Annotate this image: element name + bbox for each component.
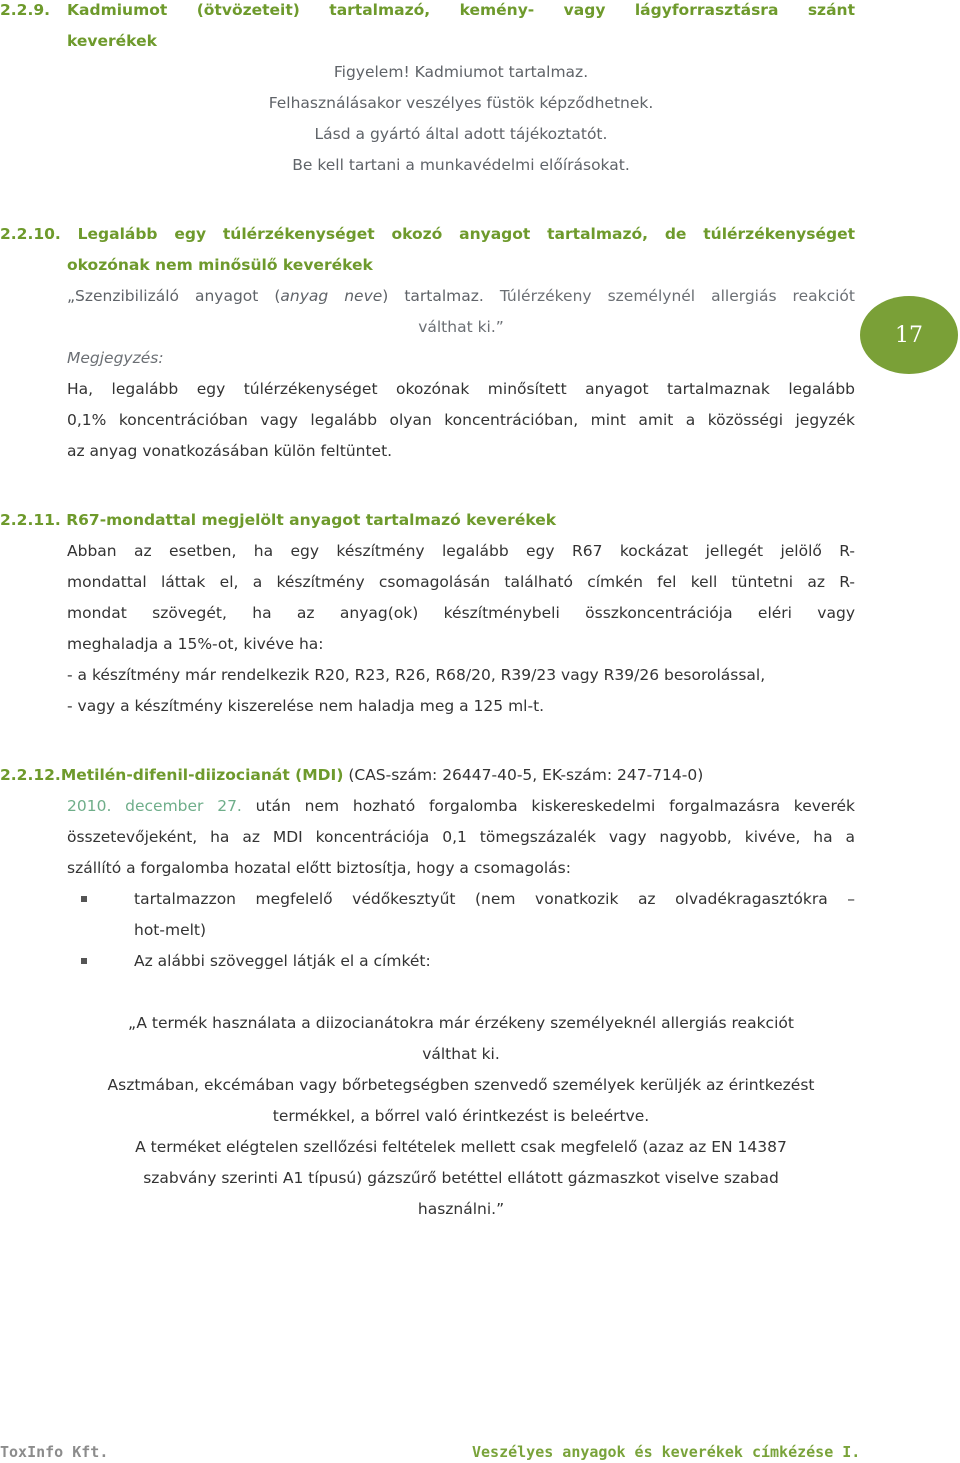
section-2-2-9-title <box>67 0 855 20</box>
note-line: 0,1% koncentrációban vagy legalább olyan koncentrációban, mint amit a közösségi jegyzék <box>67 411 855 429</box>
warning-line: Be kell tartani a munkavédelmi előírásokat. <box>292 156 630 174</box>
section-2-2-11-title: 2.2.11. R67-mondattal megjelölt anyagot tartalmazó keverékek <box>0 511 557 529</box>
section-2-2-10-title: 2.2.10. Legalább egy túlérzékenységet okozó anyagot tartalmazó, de túlérzékenységet <box>0 225 855 243</box>
deadline-date: 2010. december 27. <box>67 797 242 815</box>
bullet-marker <box>81 896 87 902</box>
paragraph-line: mondat szövegét, ha az anyag(ok) készítménybeli összkoncentrációja eléri vagy <box>67 604 855 622</box>
label-quote-line: Asztmában, ekcémában vagy bőrbetegségben szenvedő személyek kerüljék az érintkezést <box>107 1076 815 1094</box>
sensitiser-quote: „Szenzibilizáló anyagot (anyag neve) tartalmaz. Túlérzékeny személynél allergiás reakciót <box>67 287 855 305</box>
section-2-2-12-title: 2.2.12.Metilén-difenil-diizocianát (MDI) (CAS-szám: 26447-40-5, EK-szám: 247-714-0) <box>0 766 704 784</box>
label-quote-line: használni.” <box>417 1200 505 1218</box>
title-word: vagy <box>563 1 606 19</box>
paragraph-line: szállító a forgalomba hozatal előtt biztosítja, hogy a csomagolás: <box>67 859 571 877</box>
title-word: tartalmazó, <box>329 1 431 19</box>
paragraph-line: 2010. december 27. után nem hozható forgalomba kiskereskedelmi forgalmazásra keverék <box>67 797 855 815</box>
footer-company: ToxInfo Kft. <box>0 1443 109 1461</box>
note-label: Megjegyzés: <box>67 349 164 367</box>
paragraph-line: mondattal láttak el, a készítmény csomagolásán található címkén fel kell tüntetni az R- <box>67 573 855 591</box>
paragraph-line: meghaladja a 15%-ot, kivéve ha: <box>67 635 324 653</box>
warning-line: Felhasználásakor veszélyes füstök képződhetnek. <box>268 94 654 112</box>
title-word: kemény- <box>459 1 535 19</box>
page-number-badge: 17 <box>860 296 958 374</box>
warning-line: Figyelem! Kadmiumot tartalmaz. <box>333 63 589 81</box>
exception-item: - vagy a készítmény kiszerelése nem haladja meg a 125 ml-t. <box>67 697 545 715</box>
paragraph-line: Abban az esetben, ha egy készítmény legalább egy R67 kockázat jellegét jelölő R- <box>67 542 855 560</box>
bullet-item-continuation: hot-melt) <box>134 921 207 939</box>
paragraph-line: összetevőjeként, ha az MDI koncentrációja 0,1 tömegszázalék vagy nagyobb, kivéve, ha a <box>67 828 855 846</box>
section-2-2-9-number: 2.2.9. <box>0 1 51 19</box>
substance-name-placeholder: anyag neve <box>280 287 383 305</box>
label-quote-line: „A termék használata a diizocianátokra már érzékeny személyeknél allergiás reakciót <box>128 1014 794 1032</box>
note-line: Ha, legalább egy túlérzékenységet okozónak minősített anyagot tartalmaznak legalább <box>67 380 855 398</box>
label-quote-line: termékkel, a bőrrel való érintkezést is beleértve. <box>272 1107 650 1125</box>
label-quote-line: szabvány szerinti A1 típusú) gázszűrő betéttel ellátott gázmaszkot viselve szabad <box>143 1169 779 1187</box>
title-word: szánt <box>807 1 855 19</box>
title-word: lágyforrasztásra <box>634 1 779 19</box>
sensitiser-quote-end: válthat ki.” <box>418 318 504 336</box>
bullet-item: tartalmazzon megfelelő védőkesztyűt (nem vonatkozik az olvadékragasztókra – <box>134 890 855 908</box>
section-2-2-10-title-line2: okozónak nem minősülő keverékek <box>67 256 373 274</box>
bullet-marker <box>81 958 87 964</box>
label-quote-line: válthat ki. <box>422 1045 500 1063</box>
warning-line: Lásd a gyártó által adott tájékoztatót. <box>314 125 608 143</box>
title-word: Kadmiumot <box>67 1 168 19</box>
label-quote-line: A terméket elégtelen szellőzési feltételek mellett csak megfelelő (azaz az EN 14387 <box>135 1138 787 1156</box>
exception-item: - a készítmény már rendelkezik R20, R23, R26, R68/20, R39/23 vagy R39/26 besorolással, <box>67 666 766 684</box>
footer-document-title: Veszélyes anyagok és keverékek címkézése I. <box>472 1443 861 1461</box>
bullet-item: Az alábbi szöveggel látják el a címkét: <box>134 952 431 970</box>
note-line: az anyag vonatkozásában külön feltüntet. <box>67 442 393 460</box>
title-word: (ötvözeteit) <box>196 1 300 19</box>
section-2-2-9-title-line2: keverékek <box>67 32 157 50</box>
